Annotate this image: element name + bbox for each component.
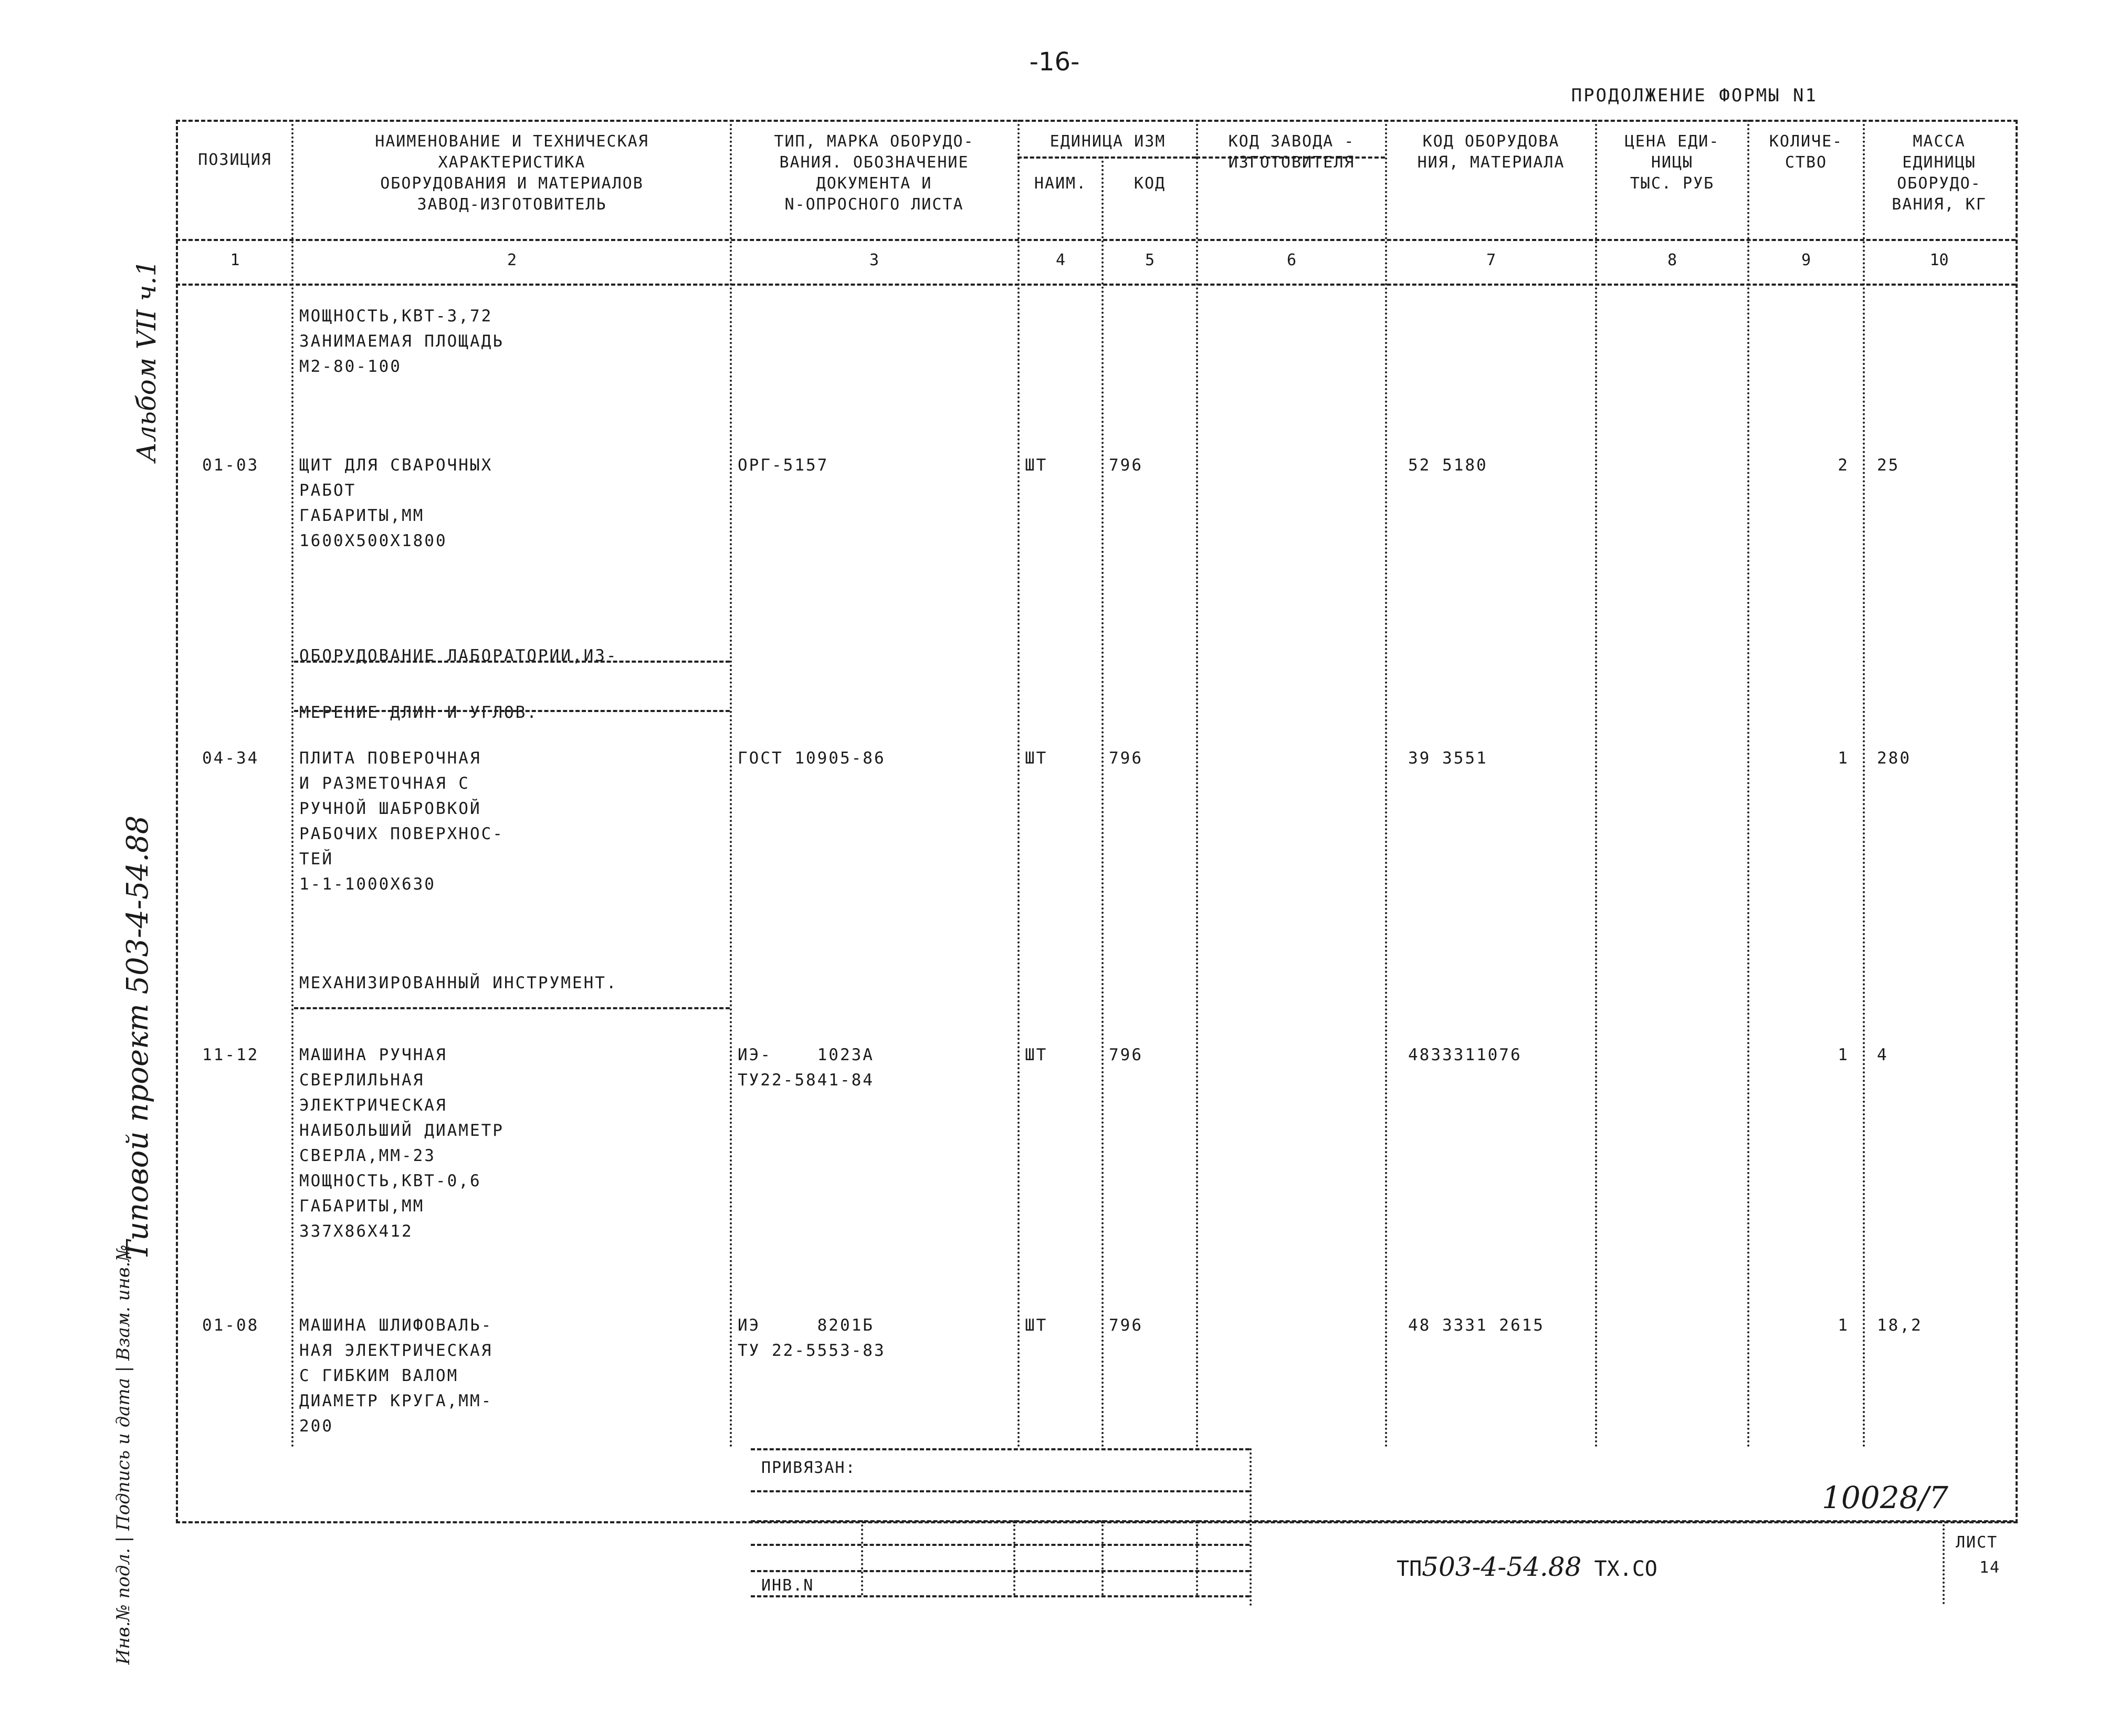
colnum-1: 1 <box>230 251 240 269</box>
header-unit: ЕДИНИЦА ИЗМ <box>1050 132 1166 151</box>
titleblock-line-6 <box>751 1595 1250 1597</box>
titleblock-vline-5 <box>1250 1448 1252 1606</box>
col-divider-4 <box>1101 156 1104 1448</box>
colnum-6: 6 <box>1286 251 1297 269</box>
row6-mass: 18,2 <box>1877 1316 1923 1335</box>
handwritten-sheet-number: 10028/7 <box>1822 1480 1948 1515</box>
colnum-2: 2 <box>507 251 517 269</box>
row5-type: ИЭ- 1023А ТУ22-5841-84 <box>738 1045 874 1090</box>
header-quantity: КОЛИЧЕ- СТВО <box>1769 132 1843 172</box>
col-divider-5 <box>1196 120 1198 1448</box>
titleblock-attached-label: ПРИВЯЗАН: <box>761 1459 856 1477</box>
header-plant-code: КОД ЗАВОДА - ИЗГОТОВИТЕЛЯ <box>1228 132 1355 172</box>
row3-unit: ШТ <box>1025 749 1048 768</box>
titleblock-line-4 <box>751 1544 1250 1546</box>
row3-mass: 280 <box>1877 749 1911 768</box>
colnum-9: 9 <box>1801 251 1811 269</box>
row5-name: МАШИНА РУЧНАЯ СВЕРЛИЛЬНАЯ ЭЛЕКТРИЧЕСКАЯ НАИБОЛЬШИЙ ДИАМЕТР СВЕРЛА,ММ-23 МОЩНОСТЬ,КВТ-0,6 ГАБАРИТЫ,ММ 337X86X412 <box>299 1045 504 1241</box>
row3-quantity: 1 <box>1838 749 1849 768</box>
header-price: ЦЕНА ЕДИ- НИЦЫ ТЫС. РУБ <box>1624 132 1720 193</box>
colnum-5: 5 <box>1145 251 1155 269</box>
row1-position: 01-03 <box>202 456 259 475</box>
row1-unit: ШТ <box>1025 456 1048 475</box>
row0-name: МОЩНОСТЬ,КВТ-3,72 ЗАНИМАЕМАЯ ПЛОЩАДЬ М2-80-100 <box>299 307 504 376</box>
row5-position: 11-12 <box>202 1045 259 1064</box>
form-continuation-title: ПРОДОЛЖЕНИЕ ФОРМЫ N1 <box>1571 85 1818 106</box>
row5-quantity: 1 <box>1838 1045 1849 1064</box>
row6-position: 01-08 <box>202 1316 259 1335</box>
row6-quantity: 1 <box>1838 1316 1849 1335</box>
col-divider-7 <box>1595 120 1597 1448</box>
document-code-prefix: ТП <box>1397 1557 1422 1581</box>
row5-equipment-code: 4833311076 <box>1408 1045 1522 1064</box>
document-code-suffix: ТХ.СО <box>1594 1557 1657 1581</box>
unit-subheader-line <box>1017 156 1196 159</box>
section2-underline <box>294 1007 730 1009</box>
header-bottom-line <box>176 239 2016 241</box>
row1-equipment-code: 52 5180 <box>1408 456 1488 475</box>
row5-unit: ШТ <box>1025 1045 1048 1064</box>
col-divider-3 <box>1017 120 1020 1448</box>
page-number: -16- <box>1029 47 1080 77</box>
document-code-handwritten: 503-4-54.88 <box>1422 1552 1582 1582</box>
row1-code: 796 <box>1109 456 1143 475</box>
titleblock-vline-2 <box>1013 1520 1015 1595</box>
colnum-7: 7 <box>1486 251 1496 269</box>
side-project-label: Типовой проект 503-4-54.88 <box>121 815 155 1260</box>
row6-equipment-code: 48 3331 2615 <box>1408 1316 1545 1335</box>
row5-code: 796 <box>1109 1045 1143 1064</box>
row4-section-name: МЕХАНИЗИРОВАННЫЙ ИНСТРУМЕНТ. <box>299 974 618 992</box>
section1-underline-b <box>294 710 730 712</box>
row5-mass: 4 <box>1877 1045 1888 1064</box>
row6-code: 796 <box>1109 1316 1143 1335</box>
sheet-label: ЛИСТ <box>1956 1533 1998 1552</box>
document-code <box>1397 1552 1657 1582</box>
row6-name: МАШИНА ШЛИФОВАЛЬ- НАЯ ЭЛЕКТРИЧЕСКАЯ С ГИБКИМ ВАЛОМ ДИАМЕТР КРУГА,ММ- 200 <box>299 1316 493 1436</box>
titleblock-line-5 <box>751 1570 1250 1572</box>
header-mass: МАССА ЕДИНИЦЫ ОБОРУДО- ВАНИЯ, КГ <box>1892 132 1987 214</box>
header-name: НАИМЕНОВАНИЕ И ТЕХНИЧЕСКАЯ ХАРАКТЕРИСТИКА ОБОРУДОВАНИЯ И МАТЕРИАЛОВ ЗАВОД-ИЗГОТОВИТЕЛЬ <box>375 132 649 214</box>
titleblock-vline-4 <box>1196 1520 1198 1595</box>
colnum-10: 10 <box>1929 251 1949 269</box>
row3-equipment-code: 39 3551 <box>1408 749 1488 768</box>
col-divider-9 <box>1863 120 1865 1448</box>
titleblock-vline-1 <box>861 1520 863 1595</box>
titleblock-inv-label: ИНВ.N <box>761 1576 814 1595</box>
header-position: ПОЗИЦИЯ <box>198 151 272 169</box>
row3-code: 796 <box>1109 749 1143 768</box>
header-type: ТИП, МАРКА ОБОРУДО- ВАНИЯ. ОБОЗНАЧЕНИЕ ДОКУМЕНТА И N-ОПРОСНОГО ЛИСТА <box>774 132 974 214</box>
sheet-value: 14 <box>1979 1559 2001 1577</box>
col-divider-6 <box>1385 120 1387 1448</box>
titleblock-line-2 <box>751 1490 1250 1492</box>
header-unit-name: НАИМ. <box>1034 174 1087 193</box>
row3-name: ПЛИТА ПОВЕРОЧНАЯ И РАЗМЕТОЧНАЯ С РУЧНОЙ ШАБРОВКОЙ РАБОЧИХ ПОВЕРХНОС- ТЕЙ 1-1-1000X630 <box>299 749 504 894</box>
row1-mass: 25 <box>1877 456 1900 475</box>
col-divider-2 <box>730 120 732 1448</box>
row3-position: 04-34 <box>202 749 259 768</box>
colnum-3: 3 <box>869 251 879 269</box>
titleblock-vline-sheet <box>1943 1520 1945 1604</box>
header-equipment-code: КОД ОБОРУДОВА НИЯ, МАТЕРИАЛА <box>1417 132 1565 172</box>
side-stamp-labels: Инв.№ подл. | Подпись и дата | Взам. инв.№ <box>113 1245 134 1665</box>
row6-type: ИЭ 8201Б ТУ 22-5553-83 <box>738 1316 886 1360</box>
colnum-4: 4 <box>1055 251 1066 269</box>
col-divider-8 <box>1747 120 1749 1448</box>
colnum-8: 8 <box>1667 251 1677 269</box>
row1-name: ЩИТ ДЛЯ СВАРОЧНЫХ РАБОТ ГАБАРИТЫ,ММ 1600X500X1800 <box>299 456 493 550</box>
row3-type: ГОСТ 10905-86 <box>738 749 886 768</box>
row1-quantity: 2 <box>1838 456 1849 475</box>
side-album-label: Альбом VII ч.1 <box>131 259 162 462</box>
row1-type: ОРГ-5157 <box>738 456 829 475</box>
header-unit-code: КОД <box>1134 174 1166 193</box>
titleblock-top-line <box>751 1448 1250 1450</box>
col-divider-1 <box>291 120 293 1448</box>
titleblock-line-3 <box>751 1520 2013 1522</box>
colnum-bottom-line <box>176 284 2016 286</box>
section1-underline-a <box>294 661 730 663</box>
titleblock-vline-3 <box>1101 1520 1104 1595</box>
row6-unit: ШТ <box>1025 1316 1048 1335</box>
row2-section-name: ОБОРУДОВАНИЕ ЛАБОРАТОРИИ,ИЗ- МЕРЕНИЕ ДЛИН И УГЛОВ. <box>299 646 618 722</box>
